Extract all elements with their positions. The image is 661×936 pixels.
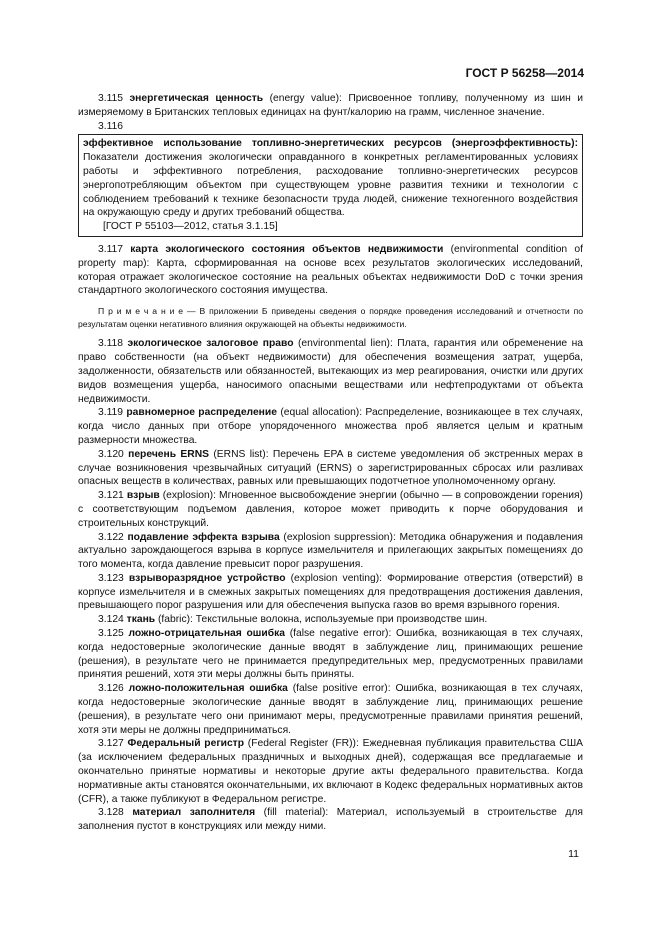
- entry-text: (Federal Register (FR)): Ежедневная публикация правительства США (за исключением федеральных праздничных и выходных дней), содержащая все предлагаемые и окончательно принятые нормативы и некоторые другие акты федерального правительства. Когда нормативные акты становятся окончательными, их включают в Кодекс федеральных нормативных актов (CFR), а также публикуют в Федеральном регистре.: [78, 738, 583, 805]
- entry-text: (environmental lien): Плата, гарантия или обременение на право собственности (на объект недвижимости) для обеспечения возмещения затрат, ущерба, задолженности, обязательств или обязанностей, вытекающих из мер реагирования, очистки или других видов возмещения ущерба, наносимого опасными веществами или нефтепродуктами от объекта недвижимости.: [78, 338, 583, 405]
- entry-term: Федеральный регистр: [127, 738, 245, 750]
- entry-term: ткань: [126, 614, 156, 626]
- page-body: [78, 92, 583, 834]
- entry-text: (fill material): Материал, используемый в строительстве для заполнения пустот в конструкциях или между ними.: [78, 807, 583, 833]
- entry-number: 3.127: [98, 738, 124, 750]
- entry-term: ложно-положительная ошибка: [128, 683, 288, 695]
- entry-number: 3.126: [98, 683, 124, 695]
- entry-term: взрыворазрядное устройство: [128, 572, 286, 584]
- entry-text: (explosion suppression): Методика обнаружения и подавления актуально зарождающегося взрыва в корпусе измельчителя и прилегающих закрытых помещениях до того момента, когда давление превысит порог разрушения.: [78, 531, 583, 571]
- entry-number: 3.115: [98, 93, 124, 104]
- entry-number: 3.121: [98, 490, 124, 502]
- entry-number: 3.123: [98, 572, 124, 584]
- entry-number: 3.122: [98, 531, 124, 543]
- note: [78, 305, 583, 330]
- boxed-definition: [78, 134, 583, 237]
- entry-term: перечень ERNS: [128, 448, 210, 460]
- entry-term: экологическое залоговое право: [127, 338, 294, 350]
- entry-3-124: [78, 613, 583, 627]
- entry-3-126: [78, 682, 583, 737]
- entry-3-115: [78, 92, 583, 120]
- entry-text: (environmental condition of property map): Карта, сформированная на основе всех результатов экологических исследований, которая отражает экологическое состояние на реальных объектах недвижимости DoD с точки зрения стандартного экологического состояния имущества.: [78, 243, 583, 297]
- boxed-body: Показатели достижения экологически оправданного в конкретных регламентированных условиях работы и эффективного потребления, расходование топливно-энергетических ресурсов энергопотребляющим объектом при существующем уровне развития техники и технологии с соблюдением требований к технике безопасности труда людей, снижение техногенного воздействия на окружающую среду и других требований общества.: [83, 152, 578, 219]
- entry-3-120: [78, 448, 583, 489]
- note-text: — В приложении Б приведены сведения о порядке проведения исследований и отчетности по результатам оценки негативного влияния окружающей на объекты недвижимости.: [78, 306, 584, 329]
- entry-list: [78, 337, 583, 834]
- entry-text: (explosion venting): Формирование отверстия (отверстий) в корпусе измельчителя и в смежных закрытых помещениях для предотвращения достижения давления, превышающего порог разрушения или для обеспечения выпуска газов во время взрывного горения.: [78, 572, 583, 612]
- entry-3-116: [78, 120, 583, 134]
- entry-3-125: [78, 627, 583, 682]
- entry-text: (equal allocation): Распределение, возникающее в тех случаях, когда число данных при отборе упорядоченного множества проб является целым и кратным размерности множества.: [78, 407, 583, 446]
- entry-number: 3.124: [98, 614, 124, 626]
- entry-3-118: [78, 337, 583, 406]
- entry-term: карта экологического состояния объектов недвижимости: [130, 243, 444, 255]
- entry-text: (false negative error): Ошибка, возникающая в тех случаях, когда недостоверные экологические данные вводят в заблуждение лиц, принимающих решение (решения), в результате чего не принимается предупредительных мер, предусмотренных правилами принятия решений, хотя эти меры должны быть приняты.: [78, 628, 583, 681]
- entry-term: энергетическая ценность: [129, 93, 264, 104]
- entry-term: ложно-отрицательная ошибка: [128, 628, 285, 640]
- entry-3-117: [78, 243, 583, 298]
- entry-text: (explosion): Мгновенное высвобождение энергии (обычно — в сопровождении горения) с соответствующим подъемом давления, которое может приводить к порче оборудования и строительных конструкций.: [78, 490, 583, 529]
- entry-3-122: [78, 531, 583, 572]
- entry-number: 3.125: [98, 628, 124, 640]
- entry-number: 3.118: [98, 338, 124, 350]
- entry-number: 3.119: [98, 407, 124, 419]
- entry-term: равномерное распределение: [126, 407, 277, 419]
- boxed-term: эффективное использование топливно-энергетических ресурсов (энергоэффективность):: [83, 138, 578, 150]
- entry-text: (false positive error): Ошибка, возникающая в тех случаях, когда недостоверные экологические данные вводят в заблуждение лиц, принимающих решение (решения), в результате чего они принимают меры, предусмотренные правилами принятия решений, хотя эти меры не должны предприниматься.: [78, 683, 583, 736]
- entry-term: взрыв: [126, 490, 160, 502]
- entry-3-121: [78, 489, 583, 530]
- entry-3-119: [78, 406, 583, 447]
- entry-text: (energy value): Присвоенное топливу, полученному из шин и измеряемому в Британских тепловых единицах на фунт/калорию на грамм, численное значение.: [78, 93, 583, 118]
- page-number: 11: [568, 848, 579, 860]
- entry-number: 3.117: [98, 243, 124, 255]
- entry-3-127: [78, 737, 583, 806]
- entry-text: (ERNS list): Перечень EPA в системе уведомления об экстренных мерах в случае возникновения чрезвычайных ситуаций (ERNS) о зарегистрированных сбросах или разливах опасных веществ в количествах, равных или превышающих подотчетное уполномоченному органу.: [78, 448, 583, 488]
- entry-3-128: [78, 806, 583, 834]
- entry-term: подавление эффекта взрыва: [127, 531, 280, 543]
- entry-text: (fabric): Текстильные волокна, используемые при производстве шин.: [155, 614, 488, 626]
- entry-3-123: [78, 572, 583, 613]
- entry-term: материал заполнителя: [132, 807, 256, 819]
- note-label: П р и м е ч а н и е: [98, 306, 184, 317]
- entry-number: 3.116: [98, 120, 124, 132]
- entry-number: 3.120: [98, 448, 124, 460]
- document-header: ГОСТ Р 56258—2014: [465, 66, 584, 80]
- boxed-reference: [ГОСТ Р 55103—2012, статья 3.1.15]: [103, 221, 278, 233]
- boxed-text: [83, 137, 578, 220]
- entry-number: 3.128: [98, 807, 124, 819]
